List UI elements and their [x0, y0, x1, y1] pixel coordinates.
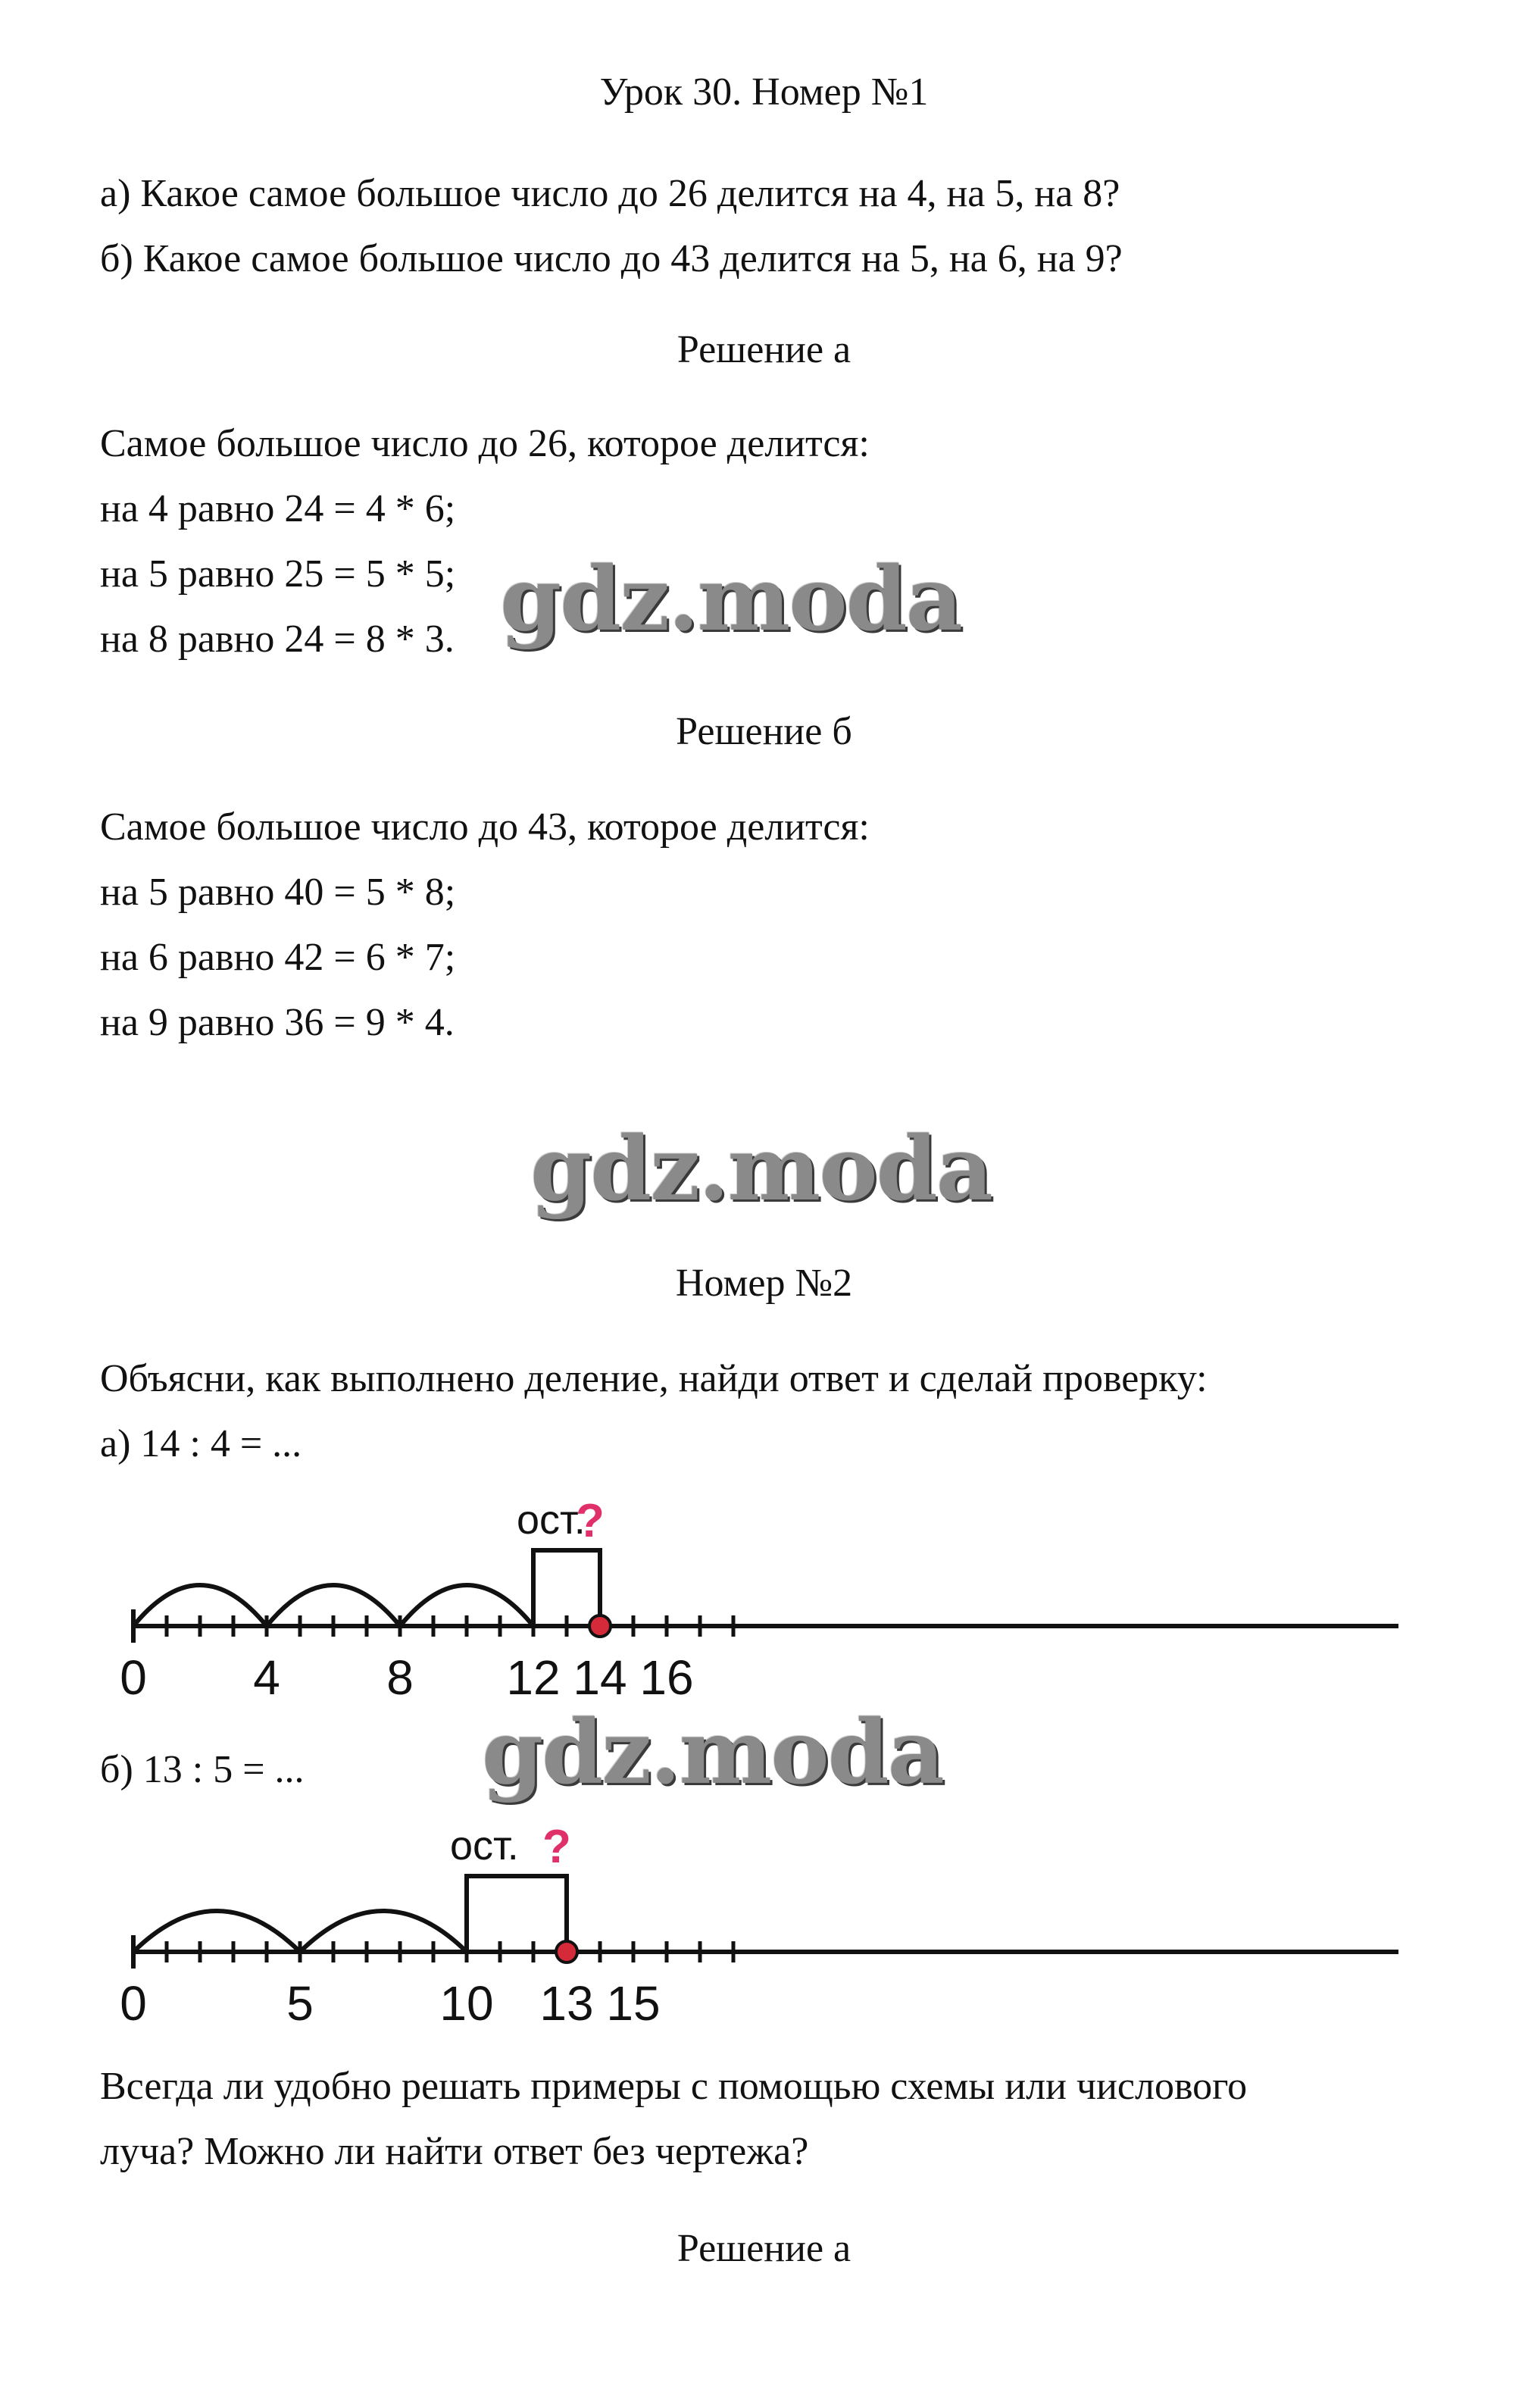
remainder-bracket: [533, 1550, 600, 1626]
tick-label: 15: [606, 1976, 661, 2031]
page-title: Урок 30. Номер №1: [599, 70, 929, 114]
watermark: gdz.moda: [482, 1701, 943, 1804]
solution-b-heading: Решение б: [676, 710, 852, 753]
number-ray-a: [0, 1485, 1528, 1712]
task2-instruction: Объясни, как выполнено деление, найди ответ и сделай проверку:: [100, 1357, 1208, 1400]
remainder-label: ост.: [450, 1823, 519, 1869]
solution-a-line: на 4 равно 24 = 4 * 6;: [100, 487, 456, 530]
remainder-point: [556, 1941, 577, 1962]
question-mark: ?: [542, 1821, 571, 1873]
question-text-line: Всегда ли удобно решать примеры с помощью схемы или числового: [100, 2065, 1248, 2108]
tick-label: 0: [120, 1650, 147, 1705]
solution-a-heading: Решение а: [677, 328, 851, 371]
question-a: а) Какое самое большое число до 26 делится на 4, на 5, на 8?: [100, 172, 1120, 215]
solution-b-line: на 9 равно 36 = 9 * 4.: [100, 1001, 455, 1044]
solution-a-line: на 8 равно 24 = 8 * 3.: [100, 618, 455, 661]
tick-label: 14: [573, 1650, 627, 1705]
solution-a-line: на 5 равно 25 = 5 * 5;: [100, 552, 456, 596]
remainder-bracket: [467, 1876, 567, 1952]
example-b-label: б) 13 : 5 = ...: [100, 1748, 305, 1791]
tick-label: 5: [286, 1976, 314, 2031]
task2-title: Номер №2: [675, 1262, 853, 1305]
solution-a-line: Самое большое число до 26, которое делится:: [100, 422, 870, 465]
tick-label: 12: [506, 1650, 561, 1705]
solution-b-line: на 5 равно 40 = 5 * 8;: [100, 871, 456, 914]
remainder-label: ост.: [517, 1497, 586, 1543]
tick-label: 4: [253, 1650, 280, 1705]
tick-label: 8: [386, 1650, 414, 1705]
solution-b-line: на 6 равно 42 = 6 * 7;: [100, 936, 456, 979]
question-b: б) Какое самое большое число до 43 делится на 5, на 6, на 9?: [100, 237, 1123, 280]
watermark: gdz.moda: [500, 548, 961, 651]
jump-arc: [300, 1911, 467, 1952]
solution-b-line: Самое большое число до 43, которое делится:: [100, 805, 870, 849]
example-a-label: а) 14 : 4 = ...: [100, 1422, 302, 1465]
solution-heading: Решение а: [677, 2227, 851, 2270]
number-ray-b: [0, 1811, 1528, 2038]
tick-label: 16: [639, 1650, 694, 1705]
question-text-line: луча? Можно ли найти ответ без чертежа?: [100, 2130, 809, 2173]
watermark: gdz.moda: [530, 1118, 992, 1221]
jump-arc: [133, 1911, 300, 1952]
question-mark: ?: [576, 1495, 605, 1547]
tick-label: 0: [120, 1976, 147, 2031]
tick-label: 10: [439, 1976, 494, 2031]
remainder-point: [589, 1615, 611, 1637]
tick-label: 13: [539, 1976, 594, 2031]
